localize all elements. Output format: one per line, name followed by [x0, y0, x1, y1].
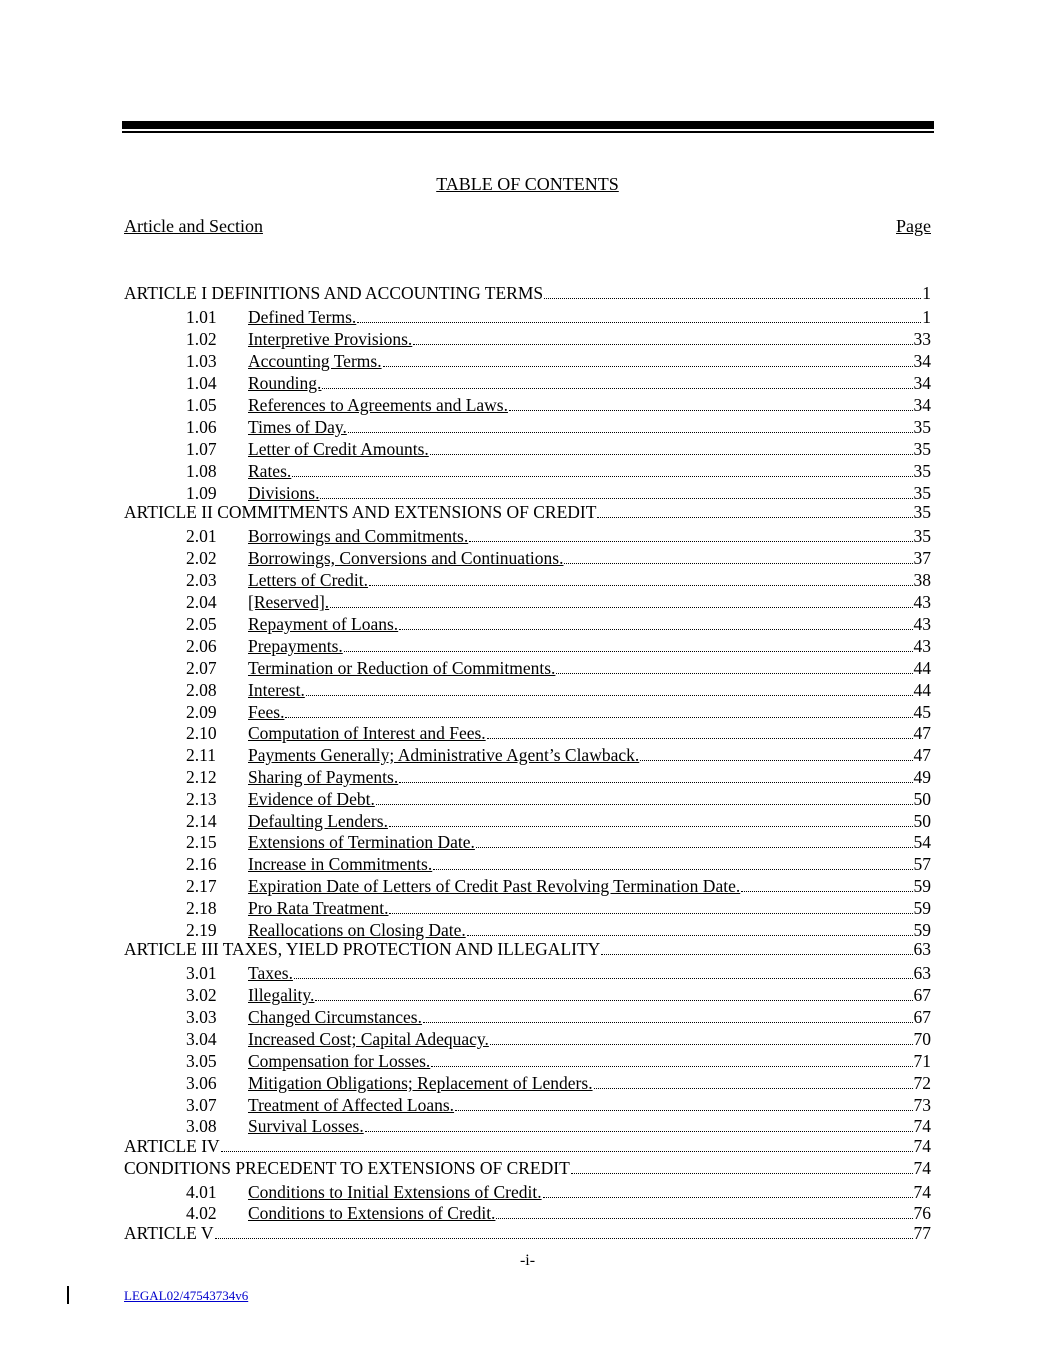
toc-section-entry[interactable] [124, 678, 931, 700]
section-title-link[interactable]: Conditions to Extensions of Credit. [248, 1203, 496, 1223]
toc-section-entry[interactable] [124, 327, 931, 349]
toc-section-entry[interactable] [124, 524, 931, 546]
toc-section-entry[interactable] [124, 1093, 931, 1115]
section-number: 1.08 [186, 461, 217, 481]
section-number: 2.03 [186, 570, 217, 590]
section-number: 3.08 [186, 1116, 217, 1136]
section-number: 2.14 [186, 811, 217, 831]
dot-leader [399, 782, 912, 783]
toc-section-entry[interactable] [124, 371, 931, 393]
section-number: 1.04 [186, 373, 217, 393]
dot-leader [490, 1044, 913, 1045]
dot-leader [348, 432, 913, 433]
toc-section-entry[interactable] [124, 1049, 931, 1071]
section-title-link[interactable]: Conditions to Initial Extensions of Credit. [248, 1182, 542, 1202]
dot-leader [431, 1066, 912, 1067]
section-title-link[interactable]: Defined Terms. [248, 307, 357, 327]
dot-leader [556, 673, 912, 674]
section-title-link[interactable]: Reallocations on Closing Date. [248, 920, 466, 940]
section-number: 1.03 [186, 351, 217, 371]
section-number: 3.02 [186, 985, 217, 1005]
toc-section-entry[interactable] [124, 1114, 931, 1136]
section-number: 4.01 [186, 1182, 217, 1202]
section-title-link[interactable]: Changed Circumstances. [248, 1007, 422, 1027]
toc-section-entry[interactable] [124, 1005, 931, 1027]
page-number-ref: 59 [913, 876, 931, 896]
toc-section-entry[interactable] [124, 787, 931, 809]
dot-leader [469, 541, 912, 542]
toc-article-entry [124, 1221, 931, 1243]
section-title-link[interactable]: Taxes. [248, 963, 293, 983]
page-number-ref: 35 [913, 483, 931, 503]
section-number: 1.01 [186, 307, 217, 327]
toc-list [124, 0, 931, 1365]
page-number-ref: 47 [913, 745, 931, 765]
dot-leader [741, 891, 912, 892]
section-number: 2.07 [186, 658, 217, 678]
toc-section-entry[interactable] [124, 852, 931, 874]
section-title-link[interactable]: Pro Rata Treatment. [248, 898, 389, 918]
section-title-link[interactable]: References to Agreements and Laws. [248, 395, 508, 415]
section-number: 2.15 [186, 832, 217, 852]
section-number: 1.02 [186, 329, 217, 349]
page-number-ref: 74 [913, 1158, 931, 1178]
page-number-ref: 63 [913, 963, 931, 983]
section-number: 2.17 [186, 876, 217, 896]
toc-section-entry[interactable] [124, 590, 931, 612]
section-title-link[interactable]: Increase in Commitments. [248, 854, 433, 874]
page-number-ref: 72 [913, 1073, 931, 1093]
page-number-ref: 67 [913, 1007, 931, 1027]
section-number: 4.02 [186, 1203, 217, 1223]
dot-leader [292, 476, 912, 477]
section-number: 3.04 [186, 1029, 217, 1049]
dot-leader [544, 298, 921, 299]
section-number: 2.11 [186, 745, 216, 765]
section-title-link[interactable]: Rounding. [248, 373, 322, 393]
page-number-ref: 43 [913, 636, 931, 656]
section-title-link[interactable]: Computation of Interest and Fees. [248, 723, 486, 743]
page-number-ref: 50 [913, 789, 931, 809]
section-title-link[interactable]: Survival Losses. [248, 1116, 364, 1136]
section-title-link[interactable]: Mitigation Obligations; Replacement of Lenders. [248, 1073, 593, 1093]
toc-section-entry[interactable] [124, 415, 931, 437]
page-heading: Page [896, 216, 931, 236]
article-title: ARTICLE I DEFINITIONS AND ACCOUNTING TERMS [124, 283, 544, 303]
section-number: 2.12 [186, 767, 217, 787]
section-title-link[interactable]: Defaulting Lenders. [248, 811, 388, 831]
dot-leader [365, 1131, 913, 1132]
section-number: 1.07 [186, 439, 217, 459]
dot-leader [389, 826, 913, 827]
page-number-ref: 44 [913, 680, 931, 700]
section-number: 2.06 [186, 636, 217, 656]
dot-leader [571, 1173, 913, 1174]
document-id-link[interactable]: LEGAL02/47543734v6 [124, 1288, 249, 1303]
dot-leader [543, 1197, 913, 1198]
toc-section-entry[interactable] [124, 656, 931, 678]
page-number-ref: 59 [913, 920, 931, 940]
toc-section-entry[interactable] [124, 874, 931, 896]
page-number-ref: 57 [913, 854, 931, 874]
dot-leader [640, 760, 912, 761]
dot-leader [320, 498, 912, 499]
section-title-link[interactable]: Interest. [248, 680, 305, 700]
section-number: 2.19 [186, 920, 217, 940]
section-title-link[interactable]: Sharing of Payments. [248, 767, 399, 787]
dot-leader [430, 454, 913, 455]
page-number-ref: 59 [913, 898, 931, 918]
section-number: 3.03 [186, 1007, 217, 1027]
dot-leader [294, 978, 913, 979]
section-title-link[interactable]: Times of Day. [248, 417, 347, 437]
section-number: 1.09 [186, 483, 217, 503]
section-title-link[interactable]: Fees. [248, 702, 285, 722]
toc-section-entry[interactable] [124, 393, 931, 415]
page-number-ref: 74 [913, 1136, 931, 1156]
page-number: -i- [519, 1252, 536, 1269]
article-section-heading: Article and Section [124, 216, 263, 236]
page-number-ref: 37 [913, 548, 931, 568]
page-number-ref: 43 [913, 614, 931, 634]
section-title-link[interactable]: Divisions. [248, 483, 320, 503]
page-number-ref: 50 [913, 811, 931, 831]
section-number: 2.18 [186, 898, 217, 918]
page-number-ref: 34 [913, 395, 931, 415]
toc-section-entry[interactable] [124, 459, 931, 481]
dot-leader [285, 717, 912, 718]
section-number: 2.09 [186, 702, 217, 722]
page-number-ref: 63 [913, 939, 931, 959]
section-number: 1.05 [186, 395, 217, 415]
dot-leader [383, 366, 913, 367]
page-number-ref: 73 [913, 1095, 931, 1115]
page-number-ref: 35 [913, 417, 931, 437]
article-title: ARTICLE IV [124, 1136, 220, 1156]
article-title: ARTICLE III TAXES, YIELD PROTECTION AND ILLEGALITY [124, 939, 601, 959]
dot-leader [509, 410, 913, 411]
page-number-ref: 33 [913, 329, 931, 349]
section-title-link[interactable]: Treatment of Affected Loans. [248, 1095, 455, 1115]
page-number-ref: 74 [913, 1182, 931, 1202]
section-title-link[interactable]: Accounting Terms. [248, 351, 382, 371]
section-number: 2.16 [186, 854, 217, 874]
page-number-ref: 35 [913, 502, 931, 522]
page-number-ref: 44 [913, 658, 931, 678]
toc-section-entry[interactable] [124, 634, 931, 656]
dot-leader [389, 913, 912, 914]
dot-leader [215, 1238, 913, 1239]
dot-leader [376, 804, 913, 805]
toc-section-entry[interactable] [124, 1071, 931, 1093]
section-title-link[interactable]: Interpretive Provisions. [248, 329, 413, 349]
section-title-link[interactable]: Repayment of Loans. [248, 614, 399, 634]
dot-leader [433, 869, 912, 870]
toc-article-entry [124, 281, 931, 303]
article-title: ARTICLE V [124, 1223, 214, 1243]
section-number: 3.06 [186, 1073, 217, 1093]
toc-section-entry[interactable] [124, 743, 931, 765]
toc-article-entry [124, 937, 931, 959]
section-title-link[interactable]: Letter of Credit Amounts. [248, 439, 429, 459]
page-number-ref: 54 [913, 832, 931, 852]
section-number: 2.02 [186, 548, 217, 568]
dot-leader [399, 629, 912, 630]
toc-section-entry[interactable] [124, 1027, 931, 1049]
dot-leader [455, 1110, 912, 1111]
section-title-link[interactable]: Extensions of Termination Date. [248, 832, 475, 852]
toc-section-entry[interactable] [124, 305, 931, 327]
page-number-ref: 35 [913, 439, 931, 459]
section-title-link[interactable]: Letters of Credit. [248, 570, 369, 590]
toc-section-entry[interactable] [124, 349, 931, 371]
page-number-ref: 70 [913, 1029, 931, 1049]
article-title: CONDITIONS PRECEDENT TO EXTENSIONS OF CREDIT [124, 1158, 570, 1178]
toc-section-entry[interactable] [124, 1201, 931, 1223]
dot-leader [413, 344, 912, 345]
change-bar [67, 1286, 69, 1304]
toc-section-entry[interactable] [124, 568, 931, 590]
page-number-ref: 1 [922, 283, 931, 303]
page-number-ref: 77 [913, 1223, 931, 1243]
section-number: 2.05 [186, 614, 217, 634]
page-number-ref: 47 [913, 723, 931, 743]
section-title-link[interactable]: Compensation for Losses. [248, 1051, 431, 1071]
page-number-ref: 49 [913, 767, 931, 787]
toc-section-entry[interactable] [124, 612, 931, 634]
section-title-link[interactable]: Borrowings and Commitments. [248, 526, 469, 546]
toc-section-entry[interactable] [124, 700, 931, 722]
dot-leader [315, 1000, 912, 1001]
toc-article-entry [124, 1134, 931, 1156]
section-number: 3.05 [186, 1051, 217, 1071]
section-title-link[interactable]: Termination or Reduction of Commitments. [248, 658, 556, 678]
section-title-link[interactable]: Borrowings, Conversions and Continuations. [248, 548, 564, 568]
page-number-ref: 34 [913, 351, 931, 371]
dot-leader [594, 1088, 913, 1089]
section-title-link[interactable]: Expiration Date of Letters of Credit Past Revolving Termination Date. [248, 876, 741, 896]
section-title-link[interactable]: Evidence of Debt. [248, 789, 375, 809]
section-number: 1.06 [186, 417, 217, 437]
dot-leader [601, 954, 912, 955]
page-number-ref: 76 [913, 1203, 931, 1223]
dot-leader [564, 563, 912, 564]
dot-leader [496, 1218, 912, 1219]
toc-section-entry[interactable] [124, 721, 931, 743]
page-number-ref: 35 [913, 461, 931, 481]
toc-article-entry [124, 500, 931, 522]
dot-leader [487, 738, 913, 739]
dot-leader [306, 695, 913, 696]
page-number-ref: 74 [913, 1116, 931, 1136]
dot-leader [322, 388, 912, 389]
section-title-link[interactable]: Payments Generally; Administrative Agent’s Clawback. [248, 745, 640, 765]
toc-article-entry [124, 1156, 931, 1178]
section-title-link[interactable]: Rates. [248, 461, 292, 481]
dot-leader [221, 1151, 913, 1152]
dot-leader [330, 607, 912, 608]
dot-leader [597, 517, 912, 518]
toc-section-entry[interactable] [124, 809, 931, 831]
dot-leader [423, 1022, 913, 1023]
dot-leader [357, 322, 921, 323]
section-title-link[interactable]: Increased Cost; Capital Adequacy. [248, 1029, 489, 1049]
section-number: 2.08 [186, 680, 217, 700]
section-title-link[interactable]: Prepayments. [248, 636, 343, 656]
toc-section-entry[interactable] [124, 546, 931, 568]
page-number-ref: 35 [913, 526, 931, 546]
section-number: 2.04 [186, 592, 217, 612]
toc-title: TABLE OF CONTENTS [436, 174, 619, 194]
toc-section-entry[interactable] [124, 961, 931, 983]
dot-leader [369, 585, 912, 586]
section-number: 2.10 [186, 723, 217, 743]
toc-section-entry[interactable] [124, 983, 931, 1005]
article-title: ARTICLE II COMMITMENTS AND EXTENSIONS OF CREDIT [124, 502, 597, 522]
section-title-link[interactable]: [Reserved]. [248, 592, 330, 612]
toc-section-entry[interactable] [124, 437, 931, 459]
section-number: 3.07 [186, 1095, 217, 1115]
dot-leader [476, 847, 913, 848]
toc-section-entry[interactable] [124, 1180, 931, 1202]
section-number: 3.01 [186, 963, 217, 983]
dot-leader [467, 935, 913, 936]
section-title-link[interactable]: Illegality. [248, 985, 315, 1005]
page-number-ref: 67 [913, 985, 931, 1005]
toc-section-entry[interactable] [124, 896, 931, 918]
page-number-ref: 43 [913, 592, 931, 612]
section-number: 2.13 [186, 789, 217, 809]
dot-leader [344, 651, 913, 652]
page-number-ref: 1 [922, 307, 931, 327]
page-number-ref: 38 [913, 570, 931, 590]
page-number-ref: 34 [913, 373, 931, 393]
toc-section-entry[interactable] [124, 830, 931, 852]
section-number: 2.01 [186, 526, 217, 546]
toc-section-entry[interactable] [124, 765, 931, 787]
page-number-ref: 45 [913, 702, 931, 722]
page-number-ref: 71 [913, 1051, 931, 1071]
